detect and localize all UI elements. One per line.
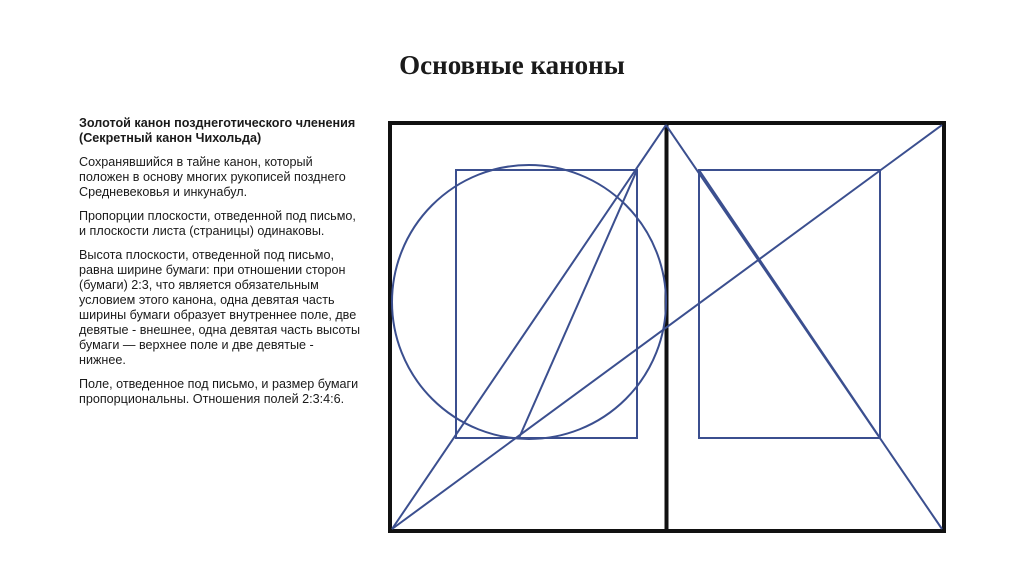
canon-diagram (381, 115, 957, 545)
left-page-diagonal (392, 125, 666, 529)
paragraph-3: Высота плоскости, отведенной под письмо, равна ширине бумаги: при отношении сторон (бумаги) 2:3, что является обязательным условием этого канона, одна девятая часть ширины бумаги образует внутреннее поле, две девятые - внешнее, одна девятая часть высоты бумаги — верхнее поле и две девятые - нижнее. (79, 248, 361, 367)
paragraph-4: Поле, отведенное под письмо, и размер бумаги пропорциональны. Отношения полей 2:3:4:6. (79, 377, 359, 406)
left-construction-line (519, 170, 637, 438)
paragraph-2: Пропорции плоскости, отведенной под письмо, и плоскости листа (страницы) одинаковы. (79, 209, 356, 238)
text-column (79, 116, 361, 416)
paragraph-1: Сохранявшийся в тайне канон, который положен в основу многих рукописей позднего Средневековья и инкунабул. (79, 155, 346, 199)
right-construction-line (699, 170, 880, 438)
left-text-block (456, 170, 637, 438)
construction-circle (392, 165, 666, 439)
canon-heading: Золотой канон позднеготического членения (Секретный канон Чихольда) (79, 116, 356, 145)
slide-title: Основные каноны (399, 50, 625, 80)
